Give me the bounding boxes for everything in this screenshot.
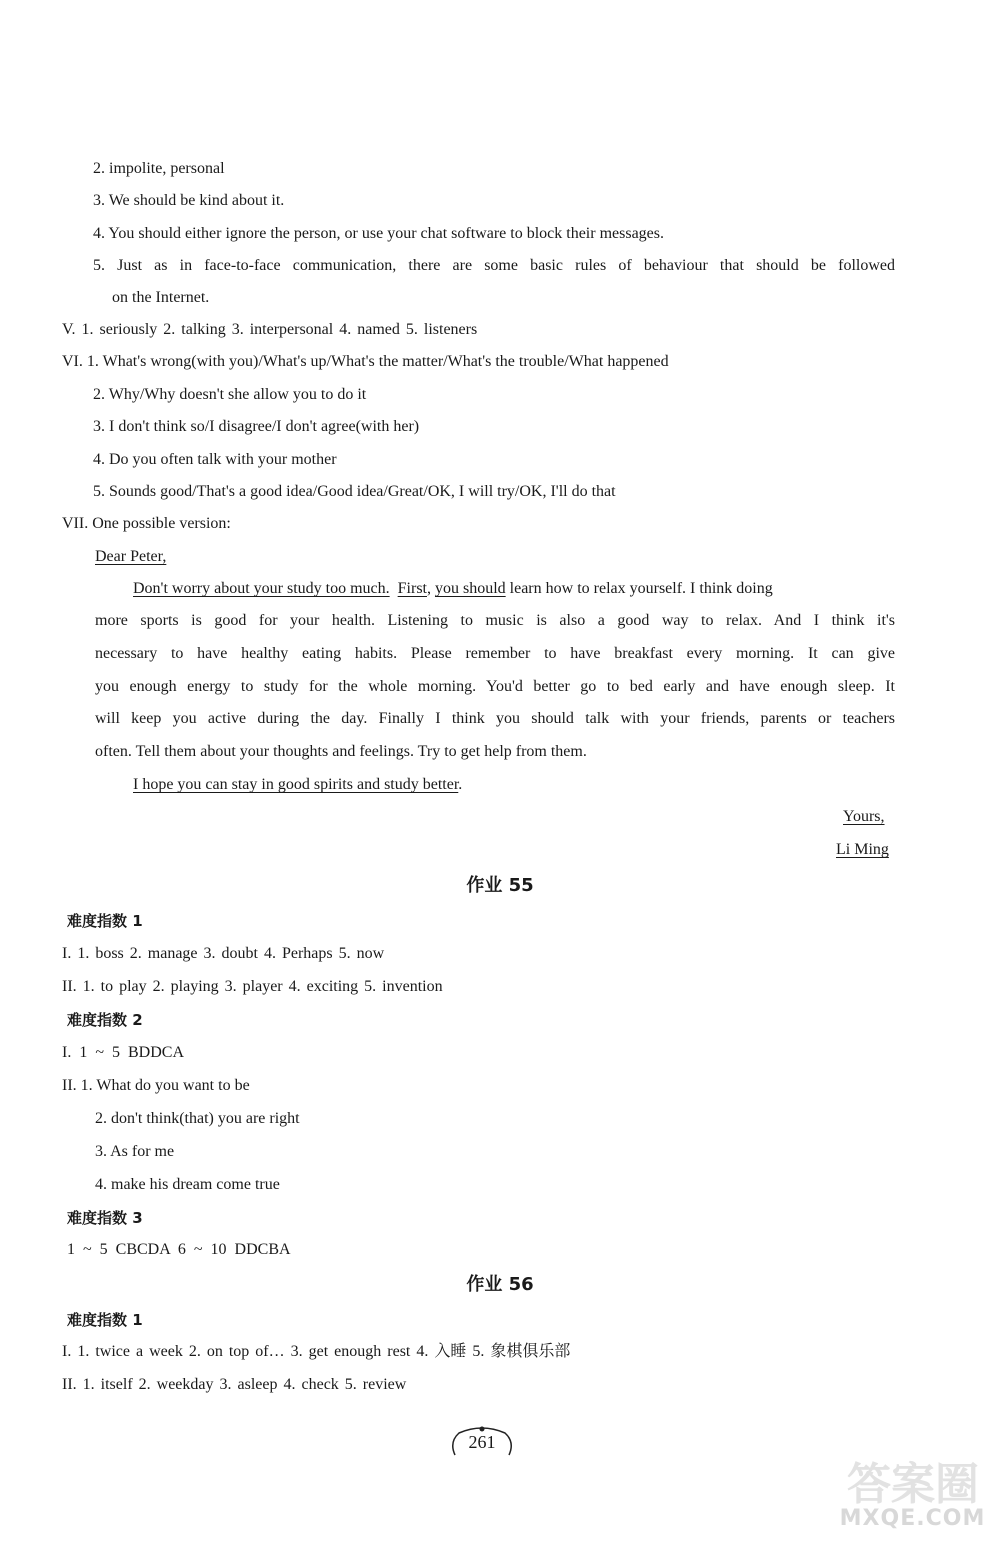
answer-vi-1: VI. 1. What's wrong(with you)/What's up/What's the matter/What's the trouble/What happened xyxy=(62,353,669,370)
page-number: 261 xyxy=(447,1425,517,1459)
letter-yours: Yours, xyxy=(843,808,885,825)
letter-line-3: necessary to have healthy eating habits. Please remember to have breakfast every morning. It can give xyxy=(95,645,895,662)
letter-underline-4: I hope you can stay in good spirits and study better xyxy=(133,776,459,793)
watermark xyxy=(830,1448,995,1538)
hw56-l1-ii: II. 1. itself 2. weekday 3. asleep 4. check 5. review xyxy=(62,1376,407,1393)
answer-iv-2: 2. impolite, personal xyxy=(93,160,225,177)
letter-line-4: you enough energy to study for the whole morning. You'd better go to bed early and have enough sleep. It xyxy=(95,678,895,695)
watermark-logo: 答案圈 xyxy=(847,1459,979,1510)
hw55-l1-ii: II. 1. to play 2. playing 3. player 4. exciting 5. invention xyxy=(62,978,443,995)
answer-iv-3: 3. We should be kind about it. xyxy=(93,192,285,209)
hw55-l2-ii-2: 2. don't think(that) you are right xyxy=(95,1110,300,1127)
hw55-l3: 1 ~ 5 CBCDA 6 ~ 10 DDCBA xyxy=(67,1241,291,1258)
watermark-url: MXQE.COM xyxy=(839,1506,986,1531)
answer-vi-4: 4. Do you often talk with your mother xyxy=(93,451,337,468)
hw55-l1-i: I. 1. boss 2. manage 3. doubt 4. Perhaps 5. now xyxy=(62,945,385,962)
answer-vi-3: 3. I don't think so/I disagree/I don't agree(with her) xyxy=(93,418,420,435)
hw56-l1-i: I. 1. twice a week 2. on top of… 3. get enough rest 4. 入睡 5. 象棋俱乐部 xyxy=(62,1343,571,1360)
hw56-level-1: 难度指数 1 xyxy=(67,1311,143,1329)
answer-iv-4: 4. You should either ignore the person, or use your chat software to block their messages. xyxy=(93,225,664,242)
answer-vi-5: 5. Sounds good/That's a good idea/Good idea/Great/OK, I will try/OK, I'll do that xyxy=(93,483,616,500)
hw55-title: 作业 55 xyxy=(466,875,534,896)
hw55-l2-ii-1: II. 1. What do you want to be xyxy=(62,1077,250,1094)
letter-signature: Li Ming xyxy=(836,841,889,858)
letter-closing: I hope you can stay in good spirits and study better. xyxy=(133,776,463,793)
hw55-l2-ii-4: 4. make his dream come true xyxy=(95,1176,280,1193)
letter-underline-2: First xyxy=(397,580,427,597)
answer-vii: VII. One possible version: xyxy=(62,515,231,532)
hw55-level-1: 难度指数 1 xyxy=(67,912,143,930)
letter-line-1: Don't worry about your study too much. First, you should learn how to relax yourself. I think doing xyxy=(133,580,773,597)
answer-v: V. 1. seriously 2. talking 3. interpersonal 4. named 5. listeners xyxy=(62,321,478,338)
hw56-title: 作业 56 xyxy=(466,1274,534,1295)
hw55-level-3: 难度指数 3 xyxy=(67,1209,143,1227)
hw55-l2-ii-3: 3. As for me xyxy=(95,1143,175,1160)
answer-iv-5-line2: on the Internet. xyxy=(112,289,210,306)
letter-underline-3: you should xyxy=(434,580,506,597)
answer-iv-5-line1: 5. Just as in face-to-face communication, there are some basic rules of behaviour that should be followed xyxy=(93,257,895,274)
letter-salutation: Dear Peter, xyxy=(95,548,167,565)
hw55-l2-i: I. 1 ~ 5 BDDCA xyxy=(62,1044,184,1061)
letter-underline-1: Don't worry about your study too much. xyxy=(133,580,390,597)
letter-line-2: more sports is good for your health. Listening to music is also a good way to relax. And I think it's xyxy=(95,612,895,629)
hw55-level-2: 难度指数 2 xyxy=(67,1011,143,1029)
answer-vi-2: 2. Why/Why doesn't she allow you to do it xyxy=(93,386,367,403)
letter-line-6: often. Tell them about your thoughts and feelings. Try to get help from them. xyxy=(95,743,587,760)
letter-line-5: will keep you active during the day. Finally I think you should talk with your friends, parents or teachers xyxy=(95,710,895,727)
